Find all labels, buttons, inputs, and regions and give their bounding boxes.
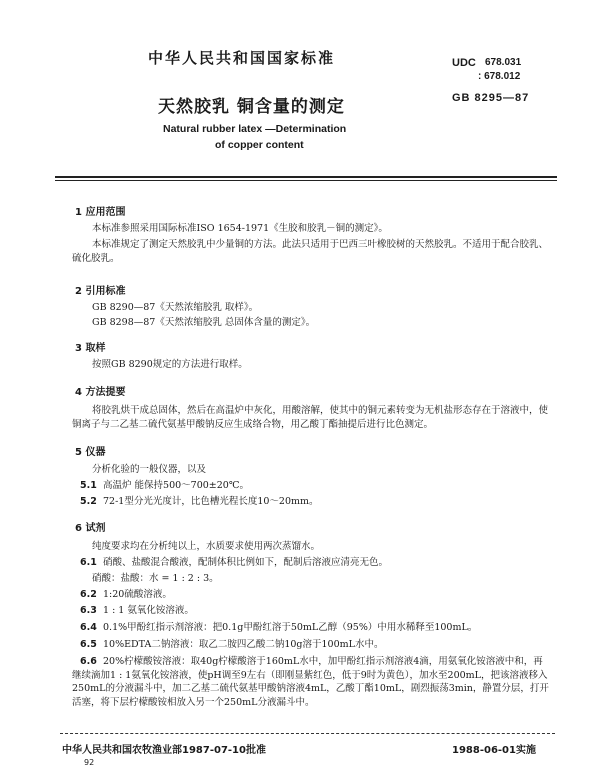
item-6-3-text: 1 : 1 氨氧化铵溶液。 bbox=[103, 605, 194, 616]
item-6-4-number: 6.4 bbox=[80, 622, 97, 633]
english-title-line2: of copper content bbox=[215, 139, 304, 151]
header-divider-thin bbox=[55, 180, 557, 181]
reference-1: GB 8290—87《天然浓缩胶乳 取样》。 bbox=[92, 302, 259, 313]
item-6-6-text: 20%柠檬酸铵溶液：取40g柠檬酸溶于160mL水中，加甲酚红指示剂溶液4滴，用氨氧化铵溶液中和，再继续滴加1 : 1氨氧化铵溶液，使pH调至9左右（即刚显紫红色，低于9时为黄色），加水至200mL，把该溶液移入250mL的分液漏斗中，加二乙基二硫代氨基甲酸钠溶液4mL，乙酸丁酯10mL，剧烈振荡3min，静置分层，打开活塞，将下层柠檬酸铵相放入另一个250mL分液漏斗中。 bbox=[72, 656, 549, 708]
udc-line1: 678.031 bbox=[485, 57, 522, 68]
approval-note: 中华人民共和国农牧渔业部1987-07-10批准 bbox=[62, 745, 266, 756]
section-6-heading: 6 试剂 bbox=[75, 523, 106, 534]
section-3-para: 按照GB 8290规定的方法进行取样。 bbox=[92, 359, 248, 370]
section-2-heading: 2 引用标准 bbox=[75, 286, 126, 297]
effective-date: 1988-06-01实施 bbox=[452, 745, 536, 756]
reference-2: GB 8298—87《天然浓缩胶乳 总固体含量的测定》。 bbox=[92, 317, 316, 328]
item-6-3-number: 6.3 bbox=[80, 605, 97, 616]
udc-line2: : 678.012 bbox=[478, 71, 521, 82]
item-6-5-number: 6.5 bbox=[80, 639, 97, 650]
section-1-para-1: 本标准参照采用国际标准ISO 1654-1971《生胶和胶乳－铜的测定》。 bbox=[92, 223, 388, 234]
section-5-intro: 分析化验的一般仪器，以及 bbox=[92, 464, 207, 475]
section-3-heading: 3 取样 bbox=[75, 343, 106, 354]
issuer-heading: 中华人民共和国国家标准 bbox=[148, 49, 336, 67]
section-1-heading: 1 应用范围 bbox=[75, 207, 126, 218]
item-6-4-text: 0.1%甲酚红指示剂溶液：把0.1g甲酚红溶于50mL乙醇（95%）中用水稀释至100mL。 bbox=[103, 622, 478, 633]
item-6-1-text: 硝酸、盐酸混合酸液，配制体积比例如下，配制后溶液应清亮无色。 bbox=[103, 557, 389, 568]
footer-divider bbox=[60, 733, 555, 734]
item-5-1-number: 5.1 bbox=[80, 480, 97, 491]
item-6-6-number: 6.6 bbox=[80, 656, 97, 667]
section-5-heading: 5 仪器 bbox=[75, 447, 106, 458]
item-6-2-text: 1:20硫酸溶液。 bbox=[103, 589, 172, 600]
item-5-1-text: 高温炉 能保持500～700±20℃。 bbox=[103, 480, 249, 491]
udc-label: UDC bbox=[452, 57, 476, 69]
document-title: 天然胶乳 铜含量的测定 bbox=[158, 97, 345, 117]
item-5-2-number: 5.2 bbox=[80, 496, 97, 507]
gb-number: GB 8295—87 bbox=[452, 92, 530, 104]
english-title-line1: Natural rubber latex —Determination bbox=[163, 123, 347, 135]
section-4-heading: 4 方法提要 bbox=[75, 387, 126, 398]
item-6-1-number: 6.1 bbox=[80, 557, 97, 568]
item-5-2-text: 72-1型分光光度计，比色槽光程长度10～20mm。 bbox=[103, 496, 319, 507]
item-6-5-text: 10%EDTA二钠溶液：取乙二胺四乙酸二钠10g溶于100mL水中。 bbox=[103, 639, 384, 650]
item-6-1-ratio: 硝酸：盐酸：水 = 1 : 2 : 3。 bbox=[92, 573, 219, 584]
item-6-2-number: 6.2 bbox=[80, 589, 97, 600]
section-6-intro: 纯度要求均在分析纯以上，水质要求使用两次蒸馏水。 bbox=[92, 541, 321, 552]
page-number: 92 bbox=[84, 758, 95, 767]
section-4-para: 将胶乳烘干成总固体，然后在高温炉中灰化，用酸溶解，使其中的铜元素转变为无机盐形态存在于溶液中，使铜离子与二乙基二硫代氨基甲酸钠反应生成络合物，用乙酸丁酯抽提后进行比色测定。 bbox=[72, 405, 549, 430]
header-divider bbox=[55, 176, 557, 178]
section-1-para-2: 本标准规定了测定天然胶乳中少量铜的方法。此法只适用于巴西三叶橡胶树的天然胶乳。不适用于配合胶乳、硫化胶乳。 bbox=[72, 239, 549, 264]
